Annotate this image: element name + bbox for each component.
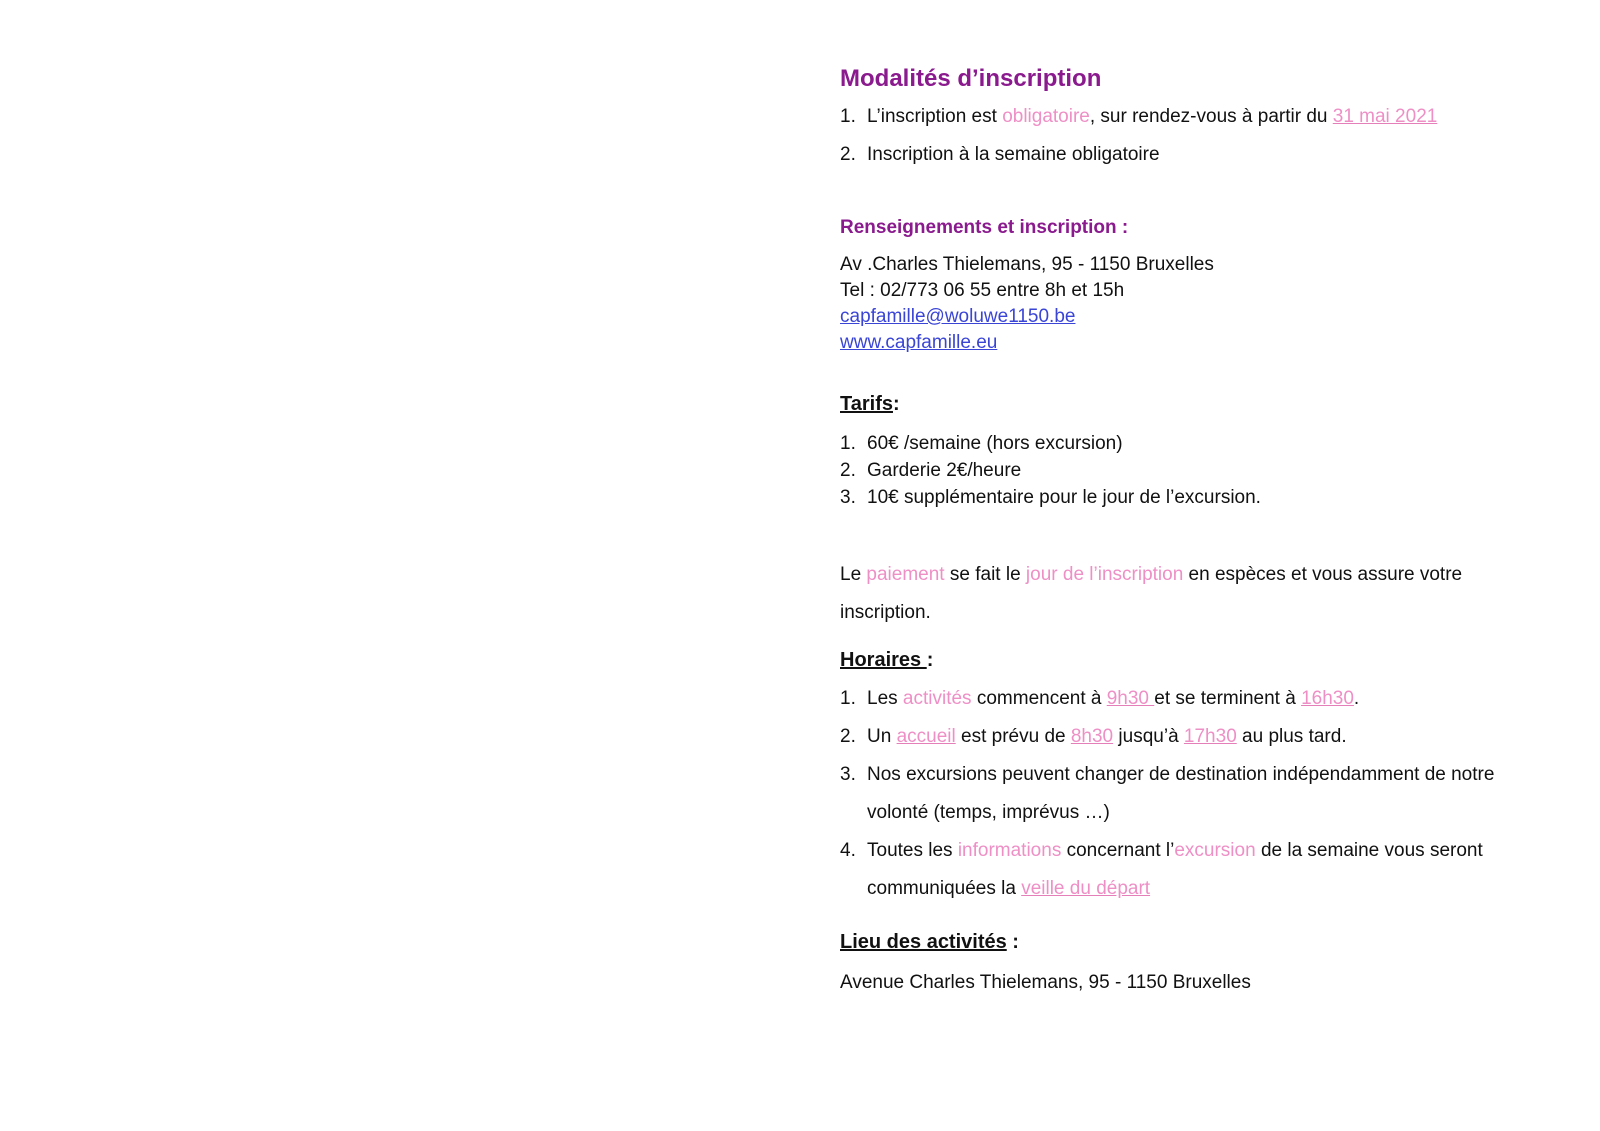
lieu-address: Avenue Charles Thielemans, 95 - 1150 Bruxelles <box>840 972 1251 993</box>
list-item: 2. Garderie 2€/heure <box>840 460 1022 481</box>
list-item: 3. Nos excursions peuvent changer de destination indépendamment de notre volonté (temps, imprévus …) <box>840 764 1495 823</box>
email-link[interactable]: capfamille@woluwe1150.be <box>840 306 1076 327</box>
renseignements-title: Renseignements et inscription : <box>840 217 1129 238</box>
highlight-obligatoire: obligatoire <box>1002 106 1090 127</box>
contact-block <box>840 252 1560 356</box>
lieu-title: Lieu des activités : <box>840 931 1019 953</box>
list-item: 3. 10€ supplémentaire pour le jour de l’excursion. <box>840 487 1261 508</box>
highlight-date: 31 mai 2021 <box>1332 106 1438 127</box>
list-item: 1. L’inscription est obligatoire, sur rendez-vous à partir du 31 mai 2021 <box>840 106 1438 127</box>
horaires-list <box>840 680 1560 908</box>
contact-address: Av .Charles Thielemans, 95 - 1150 Bruxelles <box>840 254 1214 275</box>
modalites-list <box>840 104 1560 168</box>
website-link[interactable]: www.capfamille.eu <box>840 332 998 353</box>
document-page <box>840 62 1560 996</box>
list-item: 4. Toutes les informations concernant l’excursion de la semaine vous seront communiquées la veille du départ <box>840 840 1483 899</box>
modalites-title: Modalités d’inscription <box>840 65 1102 92</box>
list-item: 1. Les activités commencent à 9h30 et se terminent à 16h30. <box>840 688 1360 709</box>
list-item: 1. 60€ /semaine (hors excursion) <box>840 433 1123 454</box>
highlight-paiement: paiement <box>866 564 945 585</box>
contact-tel: Tel : 02/773 06 55 entre 8h et 15h <box>840 280 1125 301</box>
highlight-jour-inscription: jour de l’inscription <box>1025 564 1184 585</box>
tarifs-title: Tarifs: <box>840 393 900 415</box>
horaires-title: Horaires : <box>840 649 934 671</box>
paiement-paragraph: Le paiement se fait le jour de l’inscription en espèces et vous assure votre inscription. <box>840 564 1463 623</box>
list-item: 2. Un accueil est prévu de 8h30 jusqu’à 17h30 au plus tard. <box>840 726 1347 747</box>
tarifs-list <box>840 430 1560 511</box>
list-item: 2. Inscription à la semaine obligatoire <box>840 144 1160 165</box>
